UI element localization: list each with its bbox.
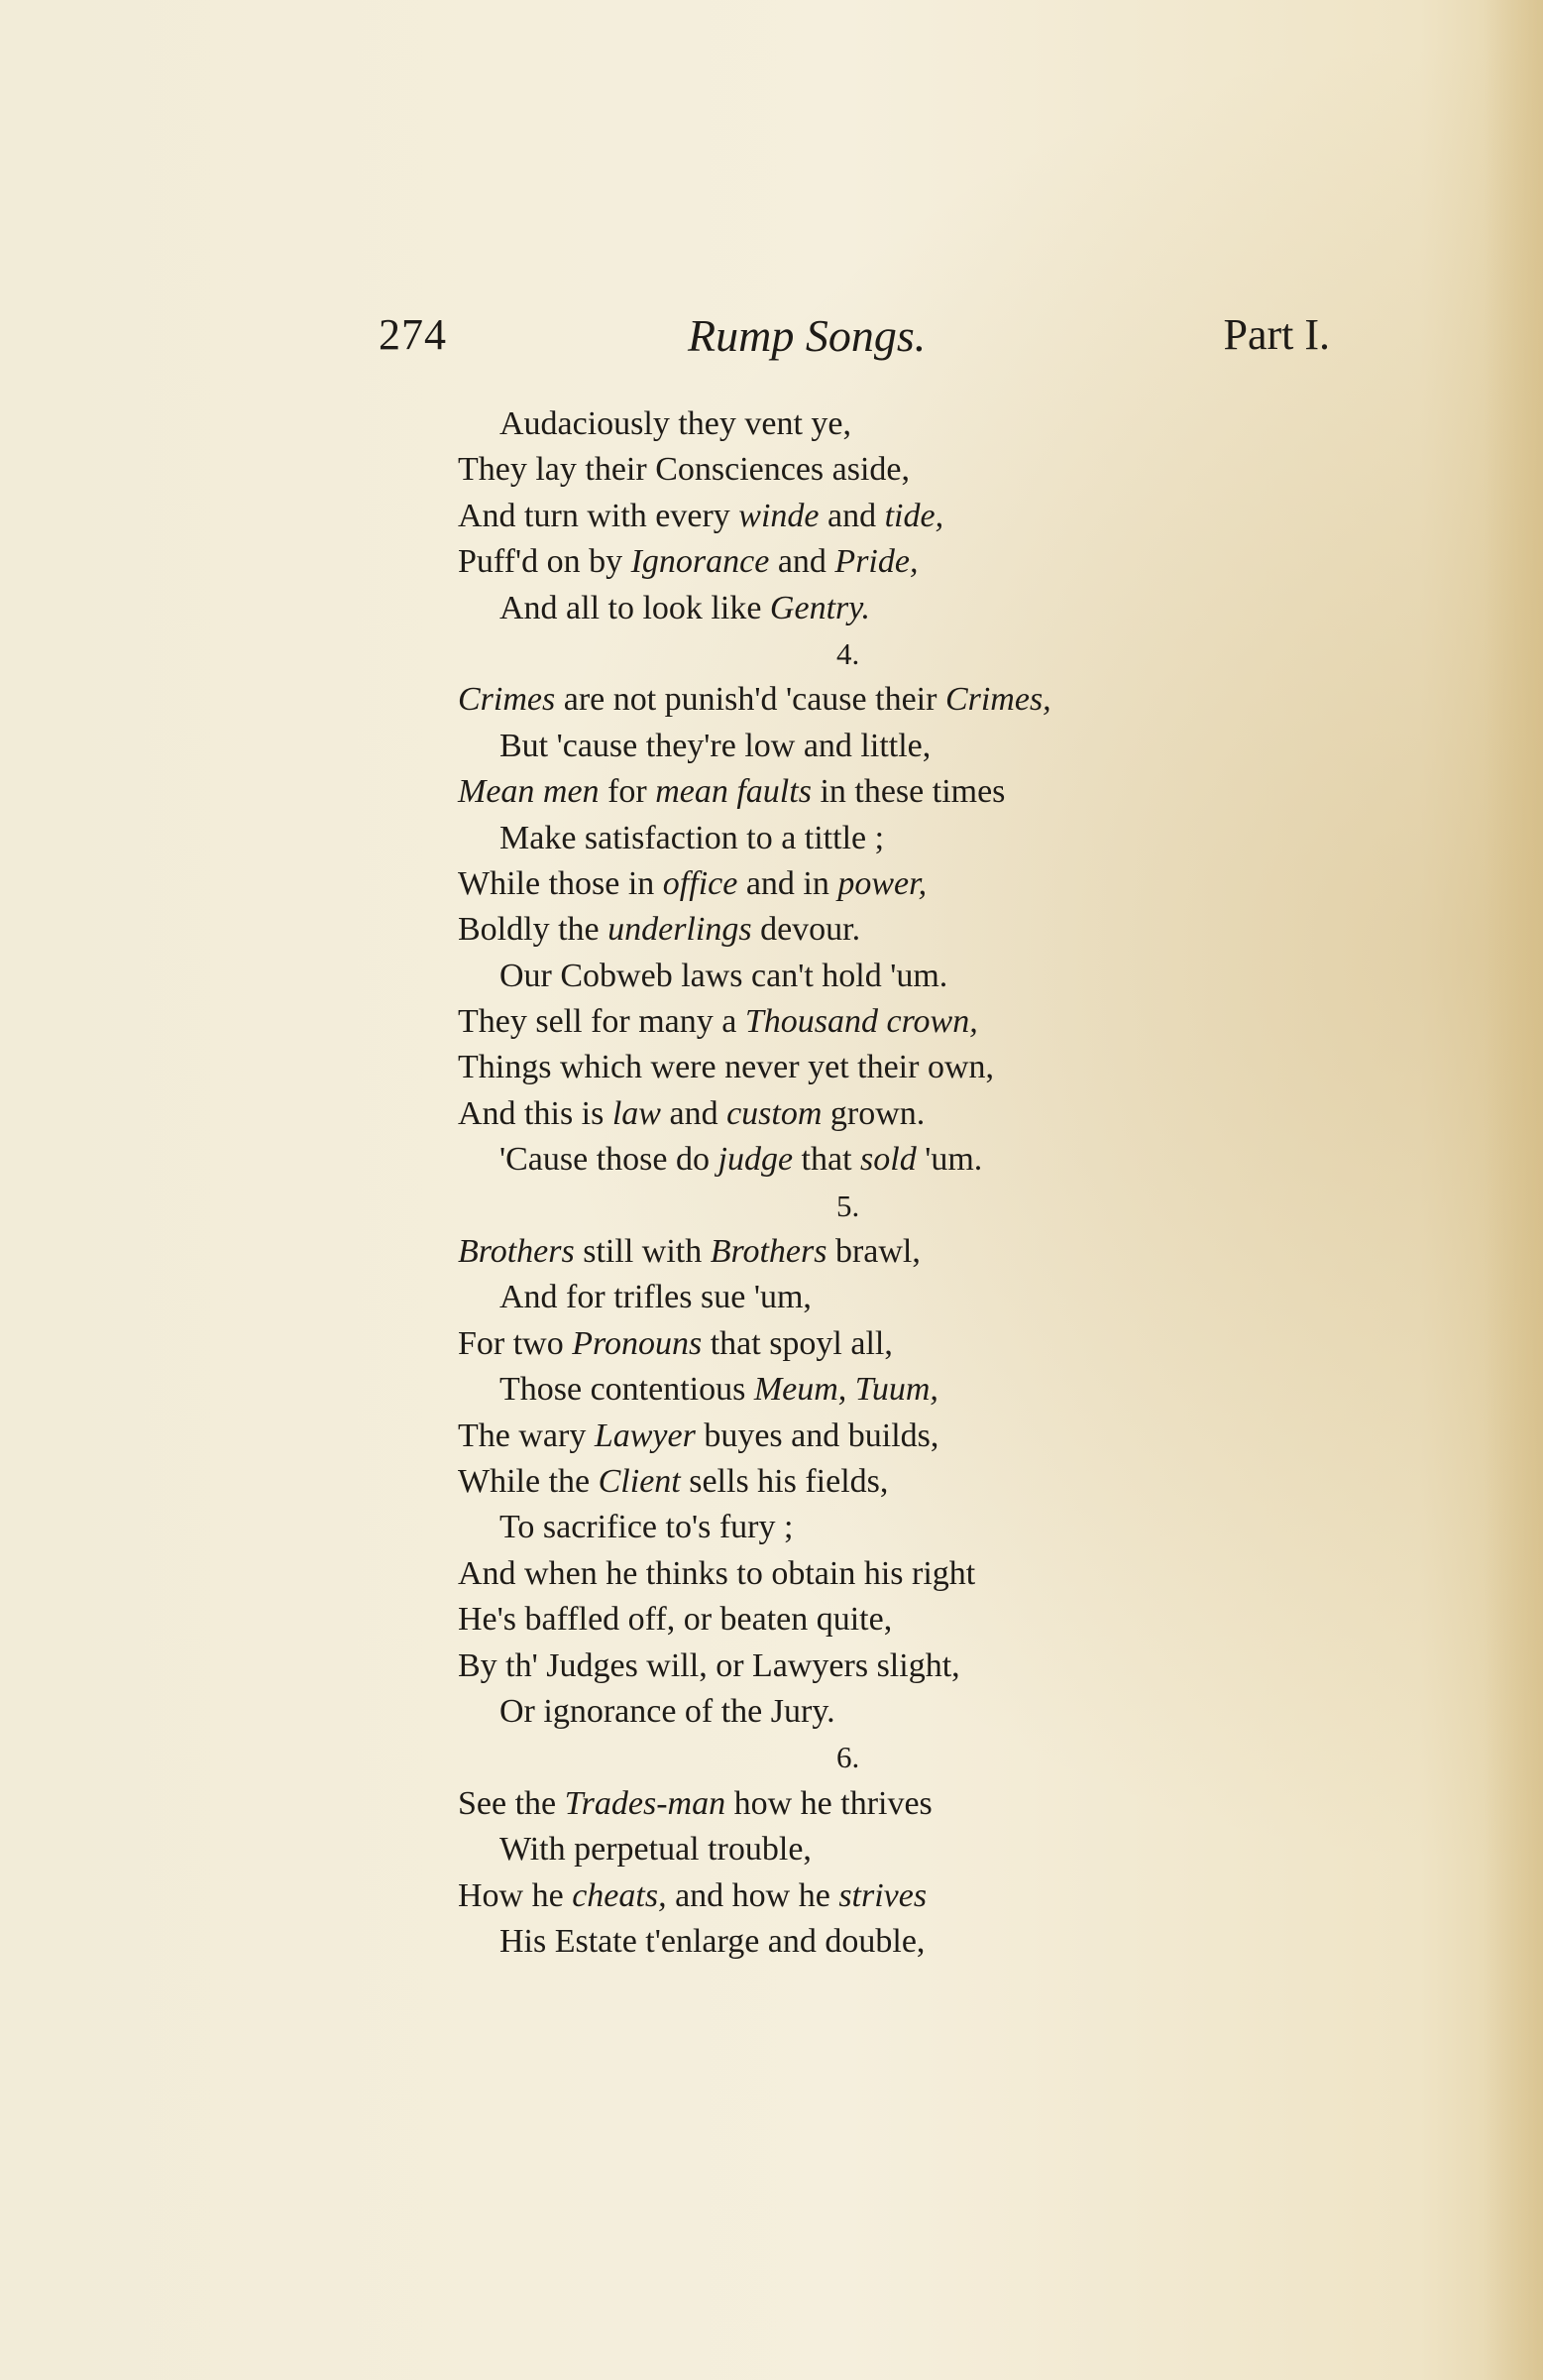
poem-line bbox=[458, 539, 1270, 585]
text-segment: His Estate t'enlarge and double, bbox=[499, 1922, 926, 1960]
italic-text: sold bbox=[860, 1141, 917, 1179]
stanza-number bbox=[458, 631, 1270, 677]
poem-line bbox=[458, 769, 1270, 815]
text-segment: See the bbox=[458, 1784, 565, 1822]
italic-text: power, bbox=[837, 864, 928, 902]
poem-line bbox=[458, 954, 1270, 999]
poem-line bbox=[458, 907, 1270, 953]
poem-line bbox=[458, 494, 1270, 539]
italic-text: Meum, Tuum, bbox=[753, 1371, 938, 1409]
poem-line bbox=[458, 1414, 1270, 1459]
italic-text: Client bbox=[598, 1462, 681, 1500]
text-segment: 'um. bbox=[916, 1141, 983, 1179]
text-segment: Puff'd on by bbox=[458, 543, 631, 581]
text-segment: Audaciously they vent ye, bbox=[499, 405, 852, 442]
text-segment: But 'cause they're low and little, bbox=[499, 727, 932, 764]
italic-text: tide, bbox=[884, 497, 944, 534]
text-segment: Or ignorance of the Jury. bbox=[499, 1692, 835, 1730]
italic-text: Crimes, bbox=[944, 681, 1051, 719]
poem-line bbox=[458, 1091, 1270, 1137]
italic-text: judge bbox=[717, 1141, 794, 1179]
text-segment: still with bbox=[574, 1233, 711, 1271]
text-segment: With perpetual trouble, bbox=[499, 1831, 812, 1869]
text-segment: Those contentious bbox=[499, 1371, 754, 1409]
text-segment: For two bbox=[458, 1324, 573, 1362]
poem-line bbox=[458, 401, 1270, 447]
text-segment: and how he bbox=[666, 1876, 839, 1914]
text-segment: And this is bbox=[458, 1094, 612, 1132]
text-segment: grown. bbox=[822, 1094, 926, 1132]
italic-text: Crimes bbox=[458, 681, 556, 719]
italic-text: Thousand crown, bbox=[744, 1003, 978, 1041]
italic-text: Ignorance bbox=[630, 543, 770, 581]
text-segment: 4. bbox=[836, 635, 860, 671]
text-segment: While those in bbox=[458, 864, 663, 902]
italic-text: Gentry. bbox=[769, 589, 870, 626]
text-segment: Boldly the bbox=[458, 911, 608, 949]
text-segment: And for trifles sue 'um, bbox=[499, 1279, 812, 1316]
text-segment: and bbox=[660, 1094, 727, 1132]
poem-line bbox=[458, 999, 1270, 1045]
italic-text: strives bbox=[838, 1876, 928, 1914]
text-segment: for bbox=[599, 773, 656, 811]
poem-line bbox=[458, 1919, 1270, 1965]
running-title: Rump Songs. bbox=[688, 310, 927, 361]
italic-text: law bbox=[611, 1094, 661, 1132]
italic-text: cheats, bbox=[572, 1876, 667, 1914]
text-segment: Things which were never yet their own, bbox=[458, 1049, 994, 1086]
text-segment: sells his fields, bbox=[680, 1462, 889, 1500]
text-segment: And all to look like bbox=[499, 589, 770, 626]
poem-line bbox=[458, 677, 1270, 723]
text-segment: are not punish'd 'cause their bbox=[555, 681, 945, 719]
text-segment: And turn with every bbox=[458, 497, 739, 534]
text-segment: buyes and builds, bbox=[695, 1417, 939, 1454]
italic-text: Pronouns bbox=[572, 1324, 703, 1362]
poem-line bbox=[458, 1597, 1270, 1643]
text-segment: how he thrives bbox=[725, 1784, 933, 1822]
poem-line bbox=[458, 1873, 1270, 1919]
italic-text: office bbox=[662, 864, 738, 902]
text-segment: They sell for many a bbox=[458, 1003, 745, 1041]
poem-line bbox=[458, 1689, 1270, 1735]
text-segment: Make satisfaction to a tittle ; bbox=[499, 819, 885, 856]
part-label: Part I. bbox=[1223, 310, 1330, 359]
page-header bbox=[379, 309, 1330, 379]
text-segment: How he bbox=[458, 1876, 573, 1914]
text-segment: and in bbox=[737, 864, 838, 902]
poem-line bbox=[458, 1275, 1270, 1320]
text-segment: And when he thinks to obtain his right bbox=[458, 1554, 976, 1592]
italic-text: Pride, bbox=[834, 543, 919, 581]
poem-line bbox=[458, 1505, 1270, 1550]
poem-line bbox=[458, 1321, 1270, 1367]
poem-body bbox=[458, 401, 1270, 1965]
poem-line bbox=[458, 1367, 1270, 1413]
page-edge-shading bbox=[1484, 0, 1543, 2380]
italic-text: Lawyer bbox=[594, 1417, 696, 1454]
text-segment: in these times bbox=[811, 773, 1006, 811]
poem-line bbox=[458, 1643, 1270, 1689]
poem-line bbox=[458, 586, 1270, 631]
italic-text: Brothers bbox=[458, 1233, 575, 1271]
poem-line bbox=[458, 1781, 1270, 1827]
poem-line bbox=[458, 861, 1270, 907]
text-segment: 6. bbox=[836, 1740, 860, 1775]
poem-line bbox=[458, 816, 1270, 861]
poem-line bbox=[458, 1827, 1270, 1872]
text-segment: that spoyl all, bbox=[702, 1324, 893, 1362]
text-segment: By th' Judges will, or Lawyers slight, bbox=[458, 1646, 960, 1684]
italic-text: custom bbox=[726, 1094, 823, 1132]
italic-text: winde bbox=[738, 497, 820, 534]
poem-line bbox=[458, 1045, 1270, 1090]
italic-text: Brothers bbox=[710, 1233, 827, 1271]
poem-line bbox=[458, 1137, 1270, 1183]
text-segment: and bbox=[769, 543, 835, 581]
stanza-number bbox=[458, 1735, 1270, 1780]
italic-text: Trades-man bbox=[564, 1784, 726, 1822]
text-segment: Our Cobweb laws can't hold 'um. bbox=[499, 957, 948, 994]
poem-line bbox=[458, 1551, 1270, 1597]
text-segment: 'Cause those do bbox=[499, 1141, 718, 1179]
text-segment: To sacrifice to's fury ; bbox=[499, 1509, 794, 1546]
poem-line bbox=[458, 1229, 1270, 1275]
text-segment: He's baffled off, or beaten quite, bbox=[458, 1601, 893, 1639]
poem-line bbox=[458, 724, 1270, 769]
italic-text: mean faults bbox=[655, 773, 812, 811]
text-segment: While the bbox=[458, 1462, 599, 1500]
text-segment: 5. bbox=[836, 1188, 860, 1223]
page-number: 274 bbox=[379, 310, 447, 359]
text-segment: They lay their Consciences aside, bbox=[458, 451, 911, 489]
text-segment: The wary bbox=[458, 1417, 595, 1454]
text-segment: brawl, bbox=[827, 1233, 921, 1271]
text-segment: that bbox=[793, 1141, 861, 1179]
stanza-number bbox=[458, 1184, 1270, 1229]
text-segment: devour. bbox=[751, 911, 861, 949]
italic-text: underlings bbox=[607, 911, 752, 949]
poem-line bbox=[458, 447, 1270, 493]
poem-line bbox=[458, 1459, 1270, 1505]
italic-text: Mean men bbox=[458, 773, 600, 811]
text-segment: and bbox=[819, 497, 885, 534]
